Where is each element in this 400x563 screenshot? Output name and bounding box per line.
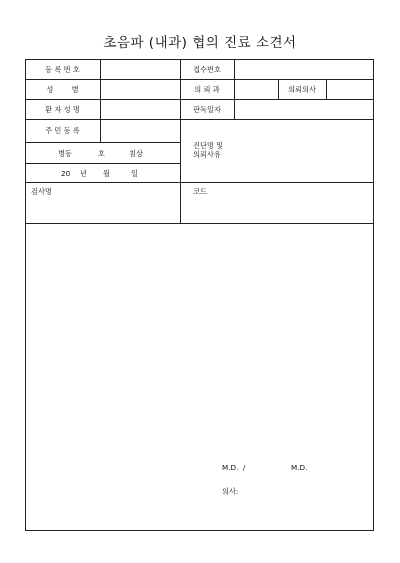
diagnosis-label: 진단명 및 [193,141,224,150]
gender-field[interactable] [101,80,179,99]
reading-date-field[interactable] [235,100,373,119]
resident-registration-label: 주 민 등 록 [45,126,80,135]
code-label: 코드 [193,187,207,196]
reading-date-label: 판독일자 [193,105,221,114]
referral-reason-label: 의뢰사유 [193,150,221,159]
receipt-number-field[interactable] [235,60,373,79]
exam-name-label: 검사명 [31,187,52,196]
grid-line [25,182,374,183]
patient-name-field[interactable] [101,100,179,119]
findings-area[interactable] [26,224,373,530]
requesting-doctor-label: 의뢰의사 [288,85,316,94]
form-title: 초음파 (내과) 협의 진료 소견서 [103,35,297,51]
year-prefix: 20 [61,169,71,178]
department-field[interactable] [235,80,278,99]
registration-number-field[interactable] [101,60,179,79]
receipt-number-label: 접수번호 [193,65,221,74]
gender-label: 성 별 [46,85,79,94]
grid-line [25,119,374,120]
day-label: 일 [131,169,138,178]
md-signature-line: M.D. / M.D. [222,463,308,472]
month-label: 월 [103,169,110,178]
doctor-field[interactable] [327,80,373,99]
grid-line [180,59,181,223]
grid-line [25,163,180,164]
ward-label: 병동 [58,149,72,158]
resident-number-field[interactable] [101,120,179,142]
doctor-signature-label: 의사: [222,487,239,496]
requesting-department-label: 의 뢰 과 [194,85,220,94]
grid-line [25,142,180,143]
grid-line [25,79,374,80]
room-label: 호 [98,149,105,158]
bed-label: 침상 [129,149,143,158]
year-label: 년 [80,169,87,178]
registration-number-label: 등 록 번 호 [45,65,80,74]
patient-name-label: 환 자 성 명 [45,105,80,114]
